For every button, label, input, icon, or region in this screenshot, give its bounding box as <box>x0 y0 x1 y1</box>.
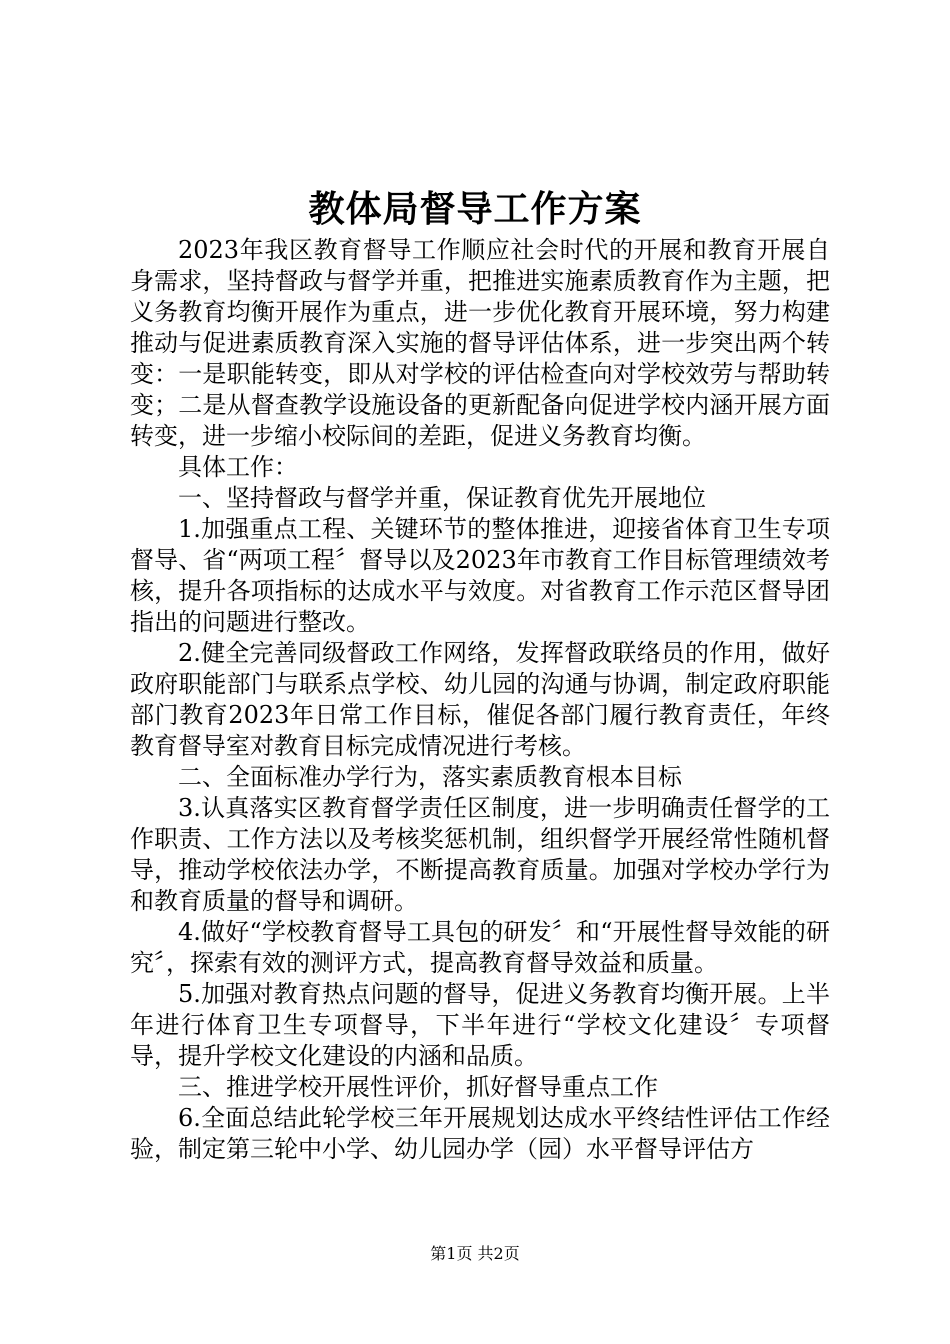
item-6-paragraph: 6.全面总结此轮学校三年开展规划达成水平终结性评估工作经验，制定第三轮中小学、幼儿园办学（园）水平督导评估方 <box>130 1104 830 1163</box>
intro-paragraph: 2023年我区教育督导工作顺应社会时代的开展和教育开展自身需求，坚持督政与督学并重，把推进实施素质教育作为主题，把义务教育均衡开展作为重点，进一步优化教育开展环境，努力构建推动与促进素质教育深入实施的督导评估体系，进一步突出两个转变：一是职能转变，即从对学校的评估检查向对学校效劳与帮助转变；二是从督查教学设施设备的更新配备向促进学校内涵开展方面转变，进一步缩小校际间的差距，促进义务教育均衡。 <box>130 236 830 450</box>
item-2-paragraph: 2.健全完善同级督政工作网络，发挥督政联络员的作用，做好政府职能部门与联系点学校、幼儿园的沟通与协调，制定政府职能部门教育2023年日常工作目标，催促各部门履行教育责任，年终教育督导室对教育目标完成情况进行考核。 <box>130 639 830 760</box>
paragraph-specific-work: 具体工作： <box>178 453 298 481</box>
section-heading-3: 三、推进学校开展性评价，抓好督导重点工作 <box>178 1073 658 1101</box>
item-4-paragraph: 4.做好“学校教育督导工具包的研发〞和“开展性督导效能的研究〞，探索有效的测评方式，提高教育督导效益和质量。 <box>130 918 830 977</box>
page-footer: 第1页 共2页 <box>430 1244 520 1263</box>
section-heading-2: 二、全面标准办学行为，落实素质教育根本目标 <box>178 763 682 791</box>
document-body <box>130 235 830 1165</box>
item-1-paragraph: 1.加强重点工程、关键环节的整体推进，迎接省体育卫生专项督导、省“两项工程〞督导以及2023年市教育工作目标管理绩效考核，提升各项指标的达成水平与效度。对省教育工作示范区督导团指出的问题进行整改。 <box>130 515 830 636</box>
item-5-paragraph: 5.加强对教育热点问题的督导，促进义务教育均衡开展。上半年进行体育卫生专项督导，下半年进行“学校文化建设〞专项督导，提升学校文化建设的内涵和品质。 <box>130 980 830 1070</box>
document-title: 教体局督导工作方案 <box>308 188 642 230</box>
section-heading-1: 一、坚持督政与督学并重，保证教育优先开展地位 <box>178 484 706 512</box>
item-3-paragraph: 3.认真落实区教育督学责任区制度，进一步明确责任督学的工作职责、工作方法以及考核奖惩机制，组织督学开展经常性随机督导，推动学校依法办学，不断提高教育质量。加强对学校办学行为和教育质量的督导和调研。 <box>130 794 830 915</box>
